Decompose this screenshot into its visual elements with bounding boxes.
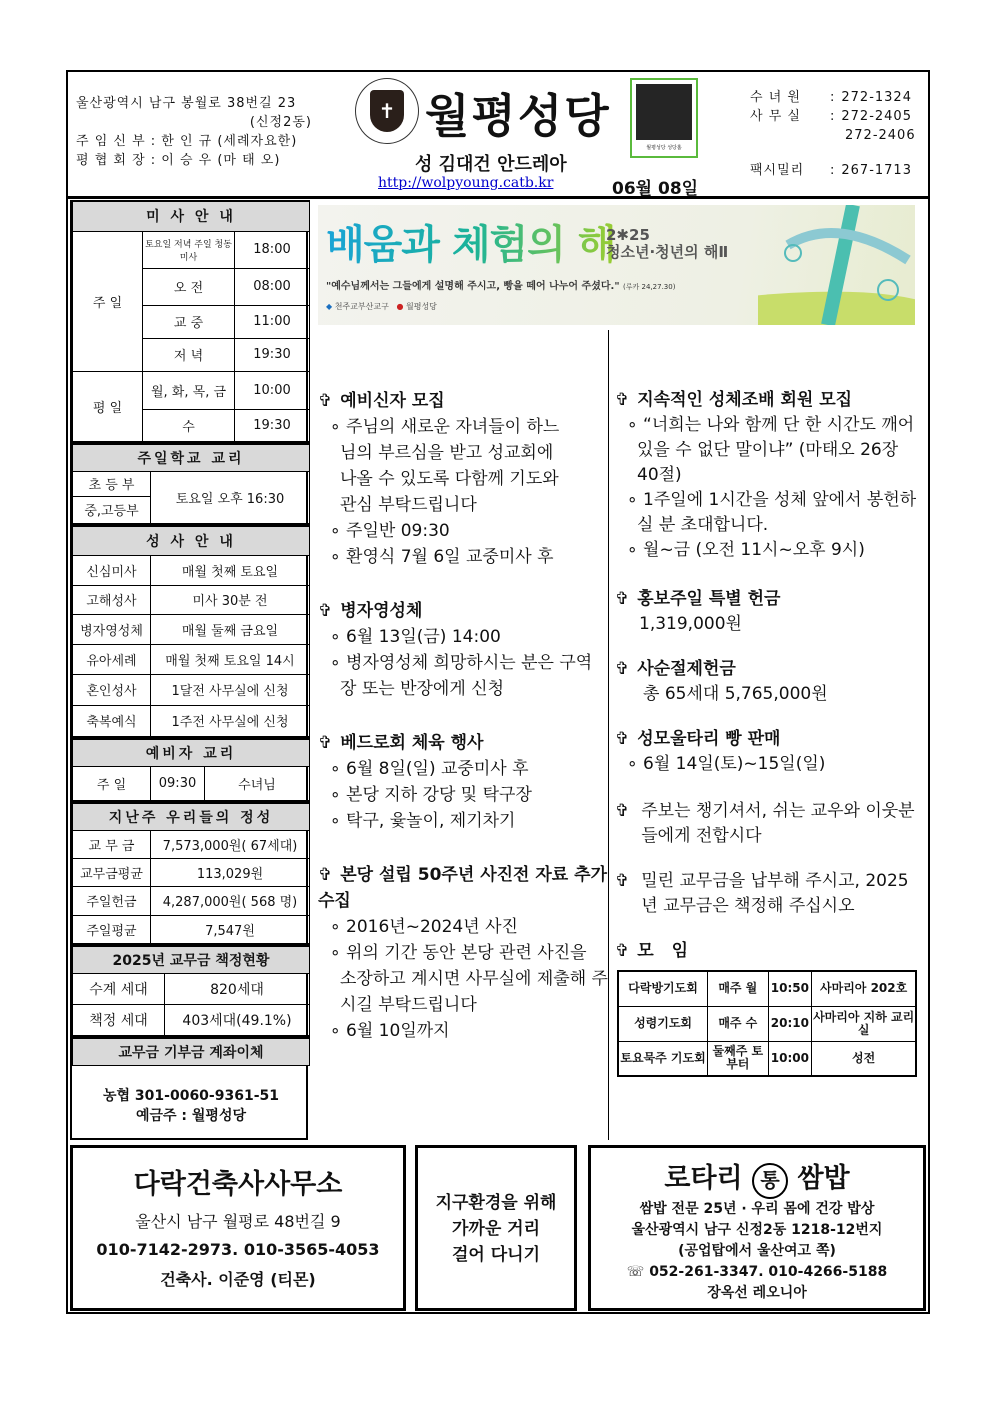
qr-code[interactable] xyxy=(630,78,698,158)
school-time: 토요일 오후 16:30 xyxy=(151,471,310,523)
school-level: 초 등 부 xyxy=(73,471,151,496)
meeting-day: 매주 수 xyxy=(708,1006,768,1041)
account-table xyxy=(72,1036,310,1148)
notice-title: ✞ 예비신자 모집 xyxy=(318,391,445,411)
account-holder: 예금주 : 월평성당 xyxy=(135,1108,246,1125)
contact-label: 수 녀 원 xyxy=(750,90,801,105)
ad-name: 다락건축사사무소 xyxy=(133,1169,343,1200)
offering-value: 7,547원 xyxy=(151,915,310,943)
offering-value: 113,029원 xyxy=(151,858,310,886)
notice-item: ∘ 탁구, 윷놀이, 제기차기 xyxy=(330,811,516,831)
ad-restaurant xyxy=(588,1145,926,1311)
notice-note: ✞ 밀린 교무금을 납부해 주시고, 2025년 교무금은 책정해 주십시오 xyxy=(615,869,920,919)
sacrament-schedule: 1주전 사무실에 신청 xyxy=(151,705,310,736)
banner-subtitle: 청소년·청년의 해Ⅱ xyxy=(606,243,729,261)
restaurant-name-1: 로타리 xyxy=(664,1163,743,1194)
meeting-name: 성령기도회 xyxy=(618,1006,708,1041)
mass-time: 19:30 xyxy=(235,409,310,441)
notice-item: ∘ 월~금 (오전 11시~오후 9시) xyxy=(627,540,865,560)
notice-title: ✞ 성모울타리 빵 판매 xyxy=(615,729,781,749)
offering-value: 7,573,000원( 67세대) xyxy=(151,830,310,858)
note-text: 밀린 교무금을 납부해 주시고, 2025년 교무금은 책정해 주십시오 xyxy=(641,871,909,916)
sacrament-name: 혼인성사 xyxy=(73,674,151,705)
bulletin-date: 06월 08일 xyxy=(612,179,699,199)
notice-item: ∘ 1주일에 1시간을 성체 앞에서 봉헌하실 분 초대합니다. xyxy=(627,490,917,535)
banner-quote xyxy=(326,277,675,292)
notice-title: ✞ 본당 설립 50주년 사진전 자료 추가 수집 xyxy=(318,865,607,911)
mass-name: 토요일 저녁 주일 청동미사 xyxy=(143,231,235,268)
patron-saint: 성 김대건 안드레아 xyxy=(415,154,567,175)
notice-item: ∘ “너희는 나와 함께 단 한 시간도 깨어 있을 수 없단 말이냐” (마태오 26장 40절) xyxy=(627,415,915,485)
mass-name: 수 xyxy=(143,409,235,441)
church-logo xyxy=(355,78,419,144)
notice-item: ∘ 위의 기간 동안 본당 관련 사진을 소장하고 계시면 사무실에 제출해 주시길 부탁드립니다 xyxy=(330,943,608,1015)
pledge-table xyxy=(72,944,310,1036)
contact-label: 사 무 실 xyxy=(750,109,801,124)
meeting-day: 둘째주 토부터 xyxy=(708,1041,768,1076)
meeting-name: 다락방기도회 xyxy=(618,971,708,1006)
notice-title-text: 홍보주일 특별 헌금 xyxy=(637,589,781,609)
notice-title-text: 지속적인 성체조배 회원 모집 xyxy=(637,390,853,410)
ad-line: 쌈밥 전문 25년 · 우리 몸에 건강 밥상 xyxy=(639,1201,875,1217)
sacrament-schedule: 매월 첫째 토요일 14시 xyxy=(151,644,310,674)
meeting-place: 사마리아 지하 교리실 xyxy=(812,1006,916,1041)
notice-title: ✞ 베드로회 체육 행사 xyxy=(318,733,484,753)
mass-name: 월, 화, 목, 금 xyxy=(143,371,235,409)
header-divider xyxy=(66,196,930,199)
campaign-line: 가까운 거리 xyxy=(451,1219,541,1239)
section-title: 미 사 안 내 xyxy=(73,201,310,231)
ad-line: (공업탑에서 울산여고 쪽) xyxy=(678,1243,836,1259)
contact-value: 272-1324 xyxy=(841,90,912,105)
mass-name: 저 녁 xyxy=(143,338,235,371)
mass-name: 오 전 xyxy=(143,268,235,305)
ad-line: 울산광역시 남구 신정2동 1218-12번지 xyxy=(631,1222,883,1238)
banner-figure-icon xyxy=(758,205,915,325)
section-title: 성 사 안 내 xyxy=(73,525,310,555)
middle-column xyxy=(318,378,608,1044)
mass-time: 08:00 xyxy=(235,268,310,305)
banner-orgs: ◆ 천주교부산교구 ● 월평성당 xyxy=(326,302,437,311)
notice-item: ∘ 주님의 새로운 자녀들이 하느님의 부르심을 받고 성교회에 나올 수 있도록 다함께 기도와 관심 부탁드립니다 xyxy=(330,417,560,515)
banner-year-text: 2✱25 xyxy=(606,226,650,244)
meeting-place: 사마리아 202호 xyxy=(812,971,916,1006)
meeting-time: 10:50 xyxy=(768,971,812,1006)
phone-icon: ☏ xyxy=(626,1264,645,1280)
website-link[interactable]: http://wolpyoung.catb.kr xyxy=(378,175,554,191)
contact-value: 272-2405 xyxy=(841,109,912,124)
header-info xyxy=(76,94,312,170)
section-title: 2025년 교무금 책정현황 xyxy=(73,945,310,973)
quote-text: "예수님께서는 그들에게 설명해 주시고, 빵을 떼어 나누어 주셨다." xyxy=(326,281,620,292)
section-title: 교무금 기부금 계좌이체 xyxy=(73,1037,310,1065)
sacrament-name: 축복예식 xyxy=(73,705,151,736)
mass-time: 10:00 xyxy=(235,371,310,409)
notice-text: 총 65세대 5,765,000원 xyxy=(643,684,828,704)
offering-label: 교 무 금 xyxy=(73,830,151,858)
bank-account: 농협 301-0060-9361-51 xyxy=(103,1088,279,1105)
left-column xyxy=(70,200,308,1140)
sacrament-schedule: 1달전 사무실에 신청 xyxy=(151,674,310,705)
class-teacher: 수녀님 xyxy=(205,766,310,800)
notice-text: 1,319,000원 xyxy=(639,614,742,634)
address: 울산광역시 남구 봉월로 38번길 23 xyxy=(76,96,297,111)
notice-title-text: 베드로회 체육 행사 xyxy=(340,733,484,753)
sunday-label: 주 일 xyxy=(73,231,143,371)
note-text: 주보는 챙기셔서, 쉬는 교우와 이웃분들에게 전합시다 xyxy=(641,801,915,846)
notice-item: ∘ 주일반 09:30 xyxy=(330,521,450,541)
notice-item: ∘ 6월 14일(토)~15일(일) xyxy=(627,754,826,774)
restaurant-name xyxy=(591,1162,923,1199)
mass-time: 11:00 xyxy=(235,305,310,338)
school-level: 중,고등부 xyxy=(73,496,151,523)
pastor: 주 임 신 부 : 한 인 규 (세례자요한) xyxy=(76,134,298,149)
contact-label: 팩시밀리 xyxy=(750,163,805,178)
notice-title-text: 성모울타리 빵 판매 xyxy=(637,729,781,749)
sacrament-schedule: 미사 30분 전 xyxy=(151,585,310,614)
sacrament-name: 병자영성체 xyxy=(73,614,151,644)
meeting-place: 성전 xyxy=(812,1041,916,1076)
ad-phone: 010-7142-2973. 010-3565-4053 xyxy=(96,1240,380,1259)
offering-value: 4,287,000원( 568 명) xyxy=(151,886,310,915)
meeting-day: 매주 월 xyxy=(708,971,768,1006)
council-president: 평 협 회 장 : 이 승 우 (마 태 오) xyxy=(76,153,281,168)
notice-item: ∘ 환영식 7월 6일 교중미사 후 xyxy=(330,547,554,567)
ad-architect xyxy=(70,1145,406,1311)
pledge-value: 820세대 xyxy=(165,973,310,1004)
section-title: 지난주 우리들의 정성 xyxy=(73,802,310,830)
section-title: 예비자 교리 xyxy=(73,738,310,766)
notice-title-text: 예비신자 모집 xyxy=(340,391,445,411)
offering-label: 주일평균 xyxy=(73,915,151,943)
notice-title: ✞ 모 임 xyxy=(615,941,695,961)
phone-text: 052-261-3347. 010-4266-5188 xyxy=(649,1264,888,1280)
youth-year-banner xyxy=(318,205,915,325)
ad-environment xyxy=(415,1145,577,1311)
ad-owner: 건축사. 이준영 (티몬) xyxy=(160,1270,316,1289)
quote-ref: (루카 24,27.30) xyxy=(623,283,676,291)
sacrament-name: 유아세례 xyxy=(73,644,151,674)
section-title: 주일학교 교리 xyxy=(73,443,310,471)
contacts: 수 녀 원 : 272-1324 사 무 실 : 272-2405 272-2406 팩시밀리 : 267-1713 xyxy=(750,90,916,178)
mass-name: 교 중 xyxy=(143,305,235,338)
offering-table xyxy=(72,801,310,944)
org-diocese: 천주교부산교구 xyxy=(334,302,389,311)
weekday-label: 평 일 xyxy=(73,371,143,441)
notice-title-text: 모 임 xyxy=(637,941,695,961)
notice-title: ✞ 지속적인 성체조배 회원 모집 xyxy=(615,390,853,410)
pledge-label: 책정 세대 xyxy=(73,1004,165,1035)
notice-item: ∘ 6월 8일(일) 교중미사 후 xyxy=(330,759,529,779)
sacrament-schedule: 매월 첫째 토요일 xyxy=(151,555,310,585)
meeting-name: 토요묵주 기도회 xyxy=(618,1041,708,1076)
notice-item: ∘ 6월 13일(금) 14:00 xyxy=(330,627,501,647)
school-table xyxy=(72,442,310,524)
catechumen-table xyxy=(72,737,310,801)
sacraments-table xyxy=(72,524,310,737)
campaign-line: 지구환경을 위해 xyxy=(435,1193,557,1213)
pledge-value: 403세대(49.1%) xyxy=(165,1004,310,1035)
mass-table xyxy=(72,200,310,442)
notice-title: ✞ 병자영성체 xyxy=(318,601,423,621)
notice-title: ✞ 홍보주일 특별 헌금 xyxy=(615,589,781,609)
qr-caption: 월평성당 성당홈 xyxy=(646,145,682,151)
address-dong: (신정2동) xyxy=(249,115,312,130)
church-name: 월평성당 xyxy=(425,89,611,143)
badge-icon: 통 xyxy=(752,1163,788,1199)
pledge-label: 수계 세대 xyxy=(73,973,165,1004)
meeting-time: 20:10 xyxy=(768,1006,812,1041)
sacrament-name: 신심미사 xyxy=(73,555,151,585)
offering-label: 교무금평균 xyxy=(73,858,151,886)
campaign-line: 걸어 다니기 xyxy=(451,1245,541,1265)
notice-title-text: 병자영성체 xyxy=(340,601,423,621)
class-day: 주 일 xyxy=(73,766,151,800)
notice-item: ∘ 6월 10일까지 xyxy=(330,1021,450,1041)
banner-title: 배움과 체험의 해 xyxy=(326,213,615,270)
notice-title-text: 본당 설립 50주년 사진전 자료 추가 수집 xyxy=(318,865,607,911)
ad-phone xyxy=(591,1262,923,1283)
notice-item: ∘ 2016년~2024년 사진 xyxy=(330,917,518,937)
notice-note: ✞ 주보는 챙기셔서, 쉬는 교우와 이웃분들에게 전합시다 xyxy=(615,799,920,849)
meeting-time: 10:00 xyxy=(768,1041,812,1076)
restaurant-name-2: 쌈밥 xyxy=(797,1163,850,1194)
mass-time: 18:00 xyxy=(235,231,310,268)
notice-title: ✞ 사순절제헌금 xyxy=(615,659,736,679)
sacrament-name: 고해성사 xyxy=(73,585,151,614)
meetings-table xyxy=(617,970,917,1077)
ad-owner: 장옥선 레오니아 xyxy=(707,1285,807,1301)
contact-value: 272-2406 xyxy=(845,128,916,143)
contact-value: 267-1713 xyxy=(841,163,912,178)
mass-time: 19:30 xyxy=(235,338,310,371)
column-divider xyxy=(608,330,609,1140)
sacrament-schedule: 매월 둘째 금요일 xyxy=(151,614,310,644)
ad-address: 울산시 남구 월평로 48번길 9 xyxy=(135,1212,341,1231)
notice-item: ∘ 병자영성체 희망하시는 분은 구역장 또는 반장에게 신청 xyxy=(330,653,593,699)
banner-year xyxy=(606,227,728,261)
cross-icon: ✝ xyxy=(370,90,404,132)
notice-item: ∘ 본당 지하 강당 및 탁구장 xyxy=(330,785,532,805)
class-time: 09:30 xyxy=(151,766,205,800)
right-column xyxy=(615,378,920,1077)
org-parish: 월평성당 xyxy=(405,302,437,311)
offering-label: 주일헌금 xyxy=(73,886,151,915)
notice-title-text: 사순절제헌금 xyxy=(637,659,736,679)
